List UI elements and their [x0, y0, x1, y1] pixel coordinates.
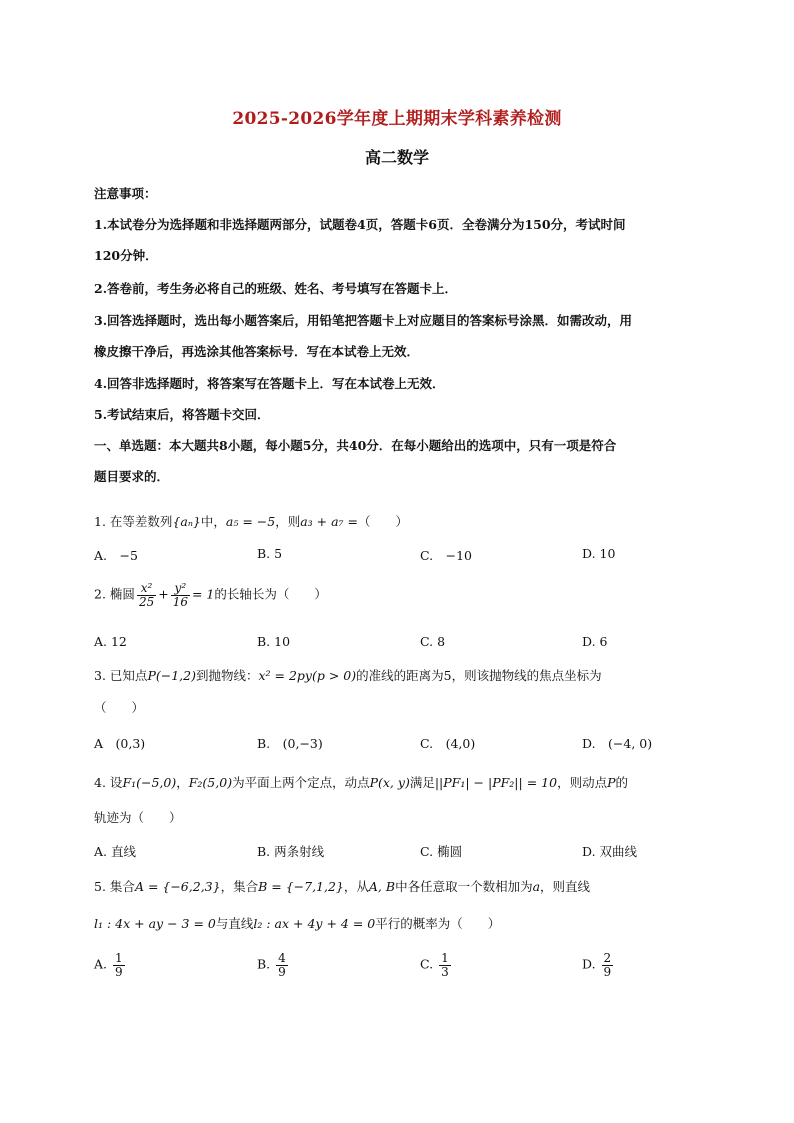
- option-c: C. (4,0): [420, 736, 476, 751]
- notice-item-1-cont: 120分钟．: [94, 248, 158, 263]
- question-text: ，从: [343, 879, 369, 894]
- question-text: 集合: [109, 879, 135, 894]
- question-text: 椭圆: [109, 586, 135, 602]
- question-text: 到抛物线：: [195, 668, 259, 683]
- notice-item-4: 4.回答非选择题时，将答案写在答题卡上．写在本试卷上无效．: [94, 376, 445, 391]
- math-expression: = 1: [191, 586, 215, 602]
- question-5-cont: [94, 914, 700, 932]
- question-text: 与直线: [215, 916, 254, 931]
- question-number: 2.: [94, 586, 106, 602]
- question-text: ，集合: [220, 879, 259, 894]
- question-text: 满足: [409, 775, 435, 790]
- option-label: A.: [94, 956, 108, 972]
- option-c: C. 8: [420, 634, 446, 649]
- option-a: A. 12: [94, 634, 127, 649]
- option-d: D. 6: [582, 634, 608, 649]
- option-b: B. 10: [257, 634, 291, 649]
- option-b: B. 两条射线: [257, 844, 325, 859]
- option-a: [94, 952, 127, 978]
- fraction-numerator: 1: [441, 951, 449, 965]
- fraction-denominator: 9: [115, 964, 123, 979]
- option-d: D. (−4, 0): [582, 736, 653, 751]
- option-c: C. −10: [420, 548, 472, 563]
- option-a: A. −5: [94, 548, 138, 563]
- fraction-y: [171, 582, 190, 608]
- option-label: D.: [582, 956, 596, 972]
- math-expression: x² = 2py(p > 0): [258, 668, 357, 683]
- question-number: 4.: [94, 775, 106, 790]
- math-expression: {aₙ}: [172, 514, 201, 529]
- option-d: D. 双曲线: [582, 844, 638, 859]
- question-text: ，则直线: [540, 879, 591, 894]
- math-expression: A, B: [368, 879, 396, 894]
- option-a: A (0,3): [94, 736, 146, 751]
- exam-title: 2025-2026学年度上期期末学科素养检测: [232, 109, 562, 129]
- fraction-numerator: y²: [171, 582, 190, 596]
- fraction: [439, 952, 451, 978]
- question-4-cont: 轨迹为（ ）: [94, 810, 182, 825]
- math-expression: l₁ : 4x + ay − 3 = 0: [94, 916, 216, 931]
- option-b: [257, 952, 290, 978]
- separator: ，: [176, 775, 189, 790]
- question-text: 已知点: [109, 668, 148, 683]
- fraction-x: [137, 582, 156, 608]
- math-expression: P(x, y): [369, 775, 410, 790]
- math-expression: a₅ = −5: [225, 514, 276, 529]
- math-expression: ||PF₁| − |PF₂|| = 10: [434, 775, 558, 790]
- math-expression: A = {−6,2,3}: [134, 879, 221, 894]
- fraction-denominator: 3: [441, 964, 449, 979]
- notice-item-2: 2.答卷前，考生务必将自己的班级、姓名、考号填写在答题卡上．: [94, 281, 458, 296]
- question-text: ，则动点: [557, 775, 608, 790]
- plus-sign: +: [158, 586, 169, 602]
- option-d: D. 10: [582, 546, 616, 561]
- option-b: B. (0,−3): [257, 736, 323, 751]
- option-a: A. 直线: [94, 844, 136, 859]
- fraction-numerator: 4: [278, 951, 286, 965]
- question-1: [94, 512, 700, 530]
- option-label: C.: [420, 956, 434, 972]
- math-expression: B = {−7,1,2}: [258, 879, 344, 894]
- question-3-cont: （ ）: [94, 700, 145, 715]
- question-text: 的: [615, 775, 629, 790]
- math-expression: a: [532, 879, 541, 894]
- fraction-numerator: x²: [137, 582, 156, 596]
- math-expression: P: [607, 775, 616, 790]
- question-5-options: [94, 952, 700, 992]
- notice-item-3-cont: 橡皮擦干净后，再选涂其他答案标号．写在本试卷上无效．: [94, 344, 420, 359]
- notice-item-5: 5.考试结束后，将答题卡交回．: [94, 407, 270, 422]
- option-c: [420, 952, 453, 978]
- fraction: [276, 952, 288, 978]
- question-text: 平行的概率为（ ）: [375, 916, 501, 931]
- question-1-options: [94, 546, 700, 566]
- math-expression: P(−1,2): [147, 668, 196, 683]
- fraction-denominator: 25: [138, 594, 155, 609]
- fraction: [602, 952, 614, 978]
- option-label: B.: [257, 956, 271, 972]
- question-2-options: [94, 634, 700, 654]
- fraction-denominator: 9: [278, 964, 286, 979]
- notice-item-3: 3.回答选择题时，选出每小题答案后，用铅笔把答题卡上对应题目的答案标号涂黑．如需改动，用: [94, 313, 633, 328]
- exam-subtitle: 高二数学: [364, 148, 429, 167]
- question-2: [94, 582, 700, 608]
- section-heading: 一、单选题：本大题共8小题，每小题5分，共40分．在每小题给出的选项中，只有一项是符合: [94, 438, 617, 453]
- notice-heading: 注意事项：: [94, 186, 157, 201]
- option-c: C. 椭圆: [420, 844, 463, 859]
- question-text: 中各任意取一个数相加为: [395, 879, 533, 894]
- question-3: [94, 666, 700, 684]
- fraction-denominator: 9: [603, 964, 612, 979]
- answer-blank: （ ）: [358, 514, 409, 529]
- question-text: 的准线的距离为5，则该抛物线的焦点坐标为: [356, 668, 602, 683]
- question-5: [94, 877, 700, 895]
- question-number: 3.: [94, 668, 106, 683]
- question-text: 在等差数列: [109, 514, 173, 529]
- math-expression: F₁(−5,0): [122, 775, 177, 790]
- fraction-numerator: 1: [115, 951, 123, 965]
- math-expression: F₂(5,0): [188, 775, 233, 790]
- question-number: 5.: [94, 879, 106, 894]
- question-text: 为平面上两个定点，动点: [232, 775, 370, 790]
- fraction: [113, 952, 125, 978]
- question-4: [94, 773, 700, 791]
- fraction-denominator: 16: [172, 594, 188, 609]
- fraction-numerator: 2: [603, 951, 612, 965]
- question-3-options: [94, 734, 700, 754]
- section-heading-cont: 题目要求的．: [94, 469, 170, 484]
- math-expression: l₂ : ax + 4y + 4 = 0: [253, 916, 376, 931]
- question-text: 设: [109, 775, 123, 790]
- option-d: [582, 952, 615, 978]
- question-text: ，则: [275, 514, 301, 529]
- question-number: 1.: [94, 514, 106, 529]
- option-b: B. 5: [257, 546, 283, 561]
- math-expression: a₃ + a₇ =: [300, 514, 359, 529]
- question-4-options: [94, 842, 700, 862]
- question-text: 中，: [200, 514, 226, 529]
- question-text: 的长轴长为（ ）: [214, 586, 327, 602]
- notice-item-1: 1.本试卷分为选择题和非选择题两部分，试题卷4页，答题卡6页．全卷满分为150分，考试时间: [94, 217, 626, 232]
